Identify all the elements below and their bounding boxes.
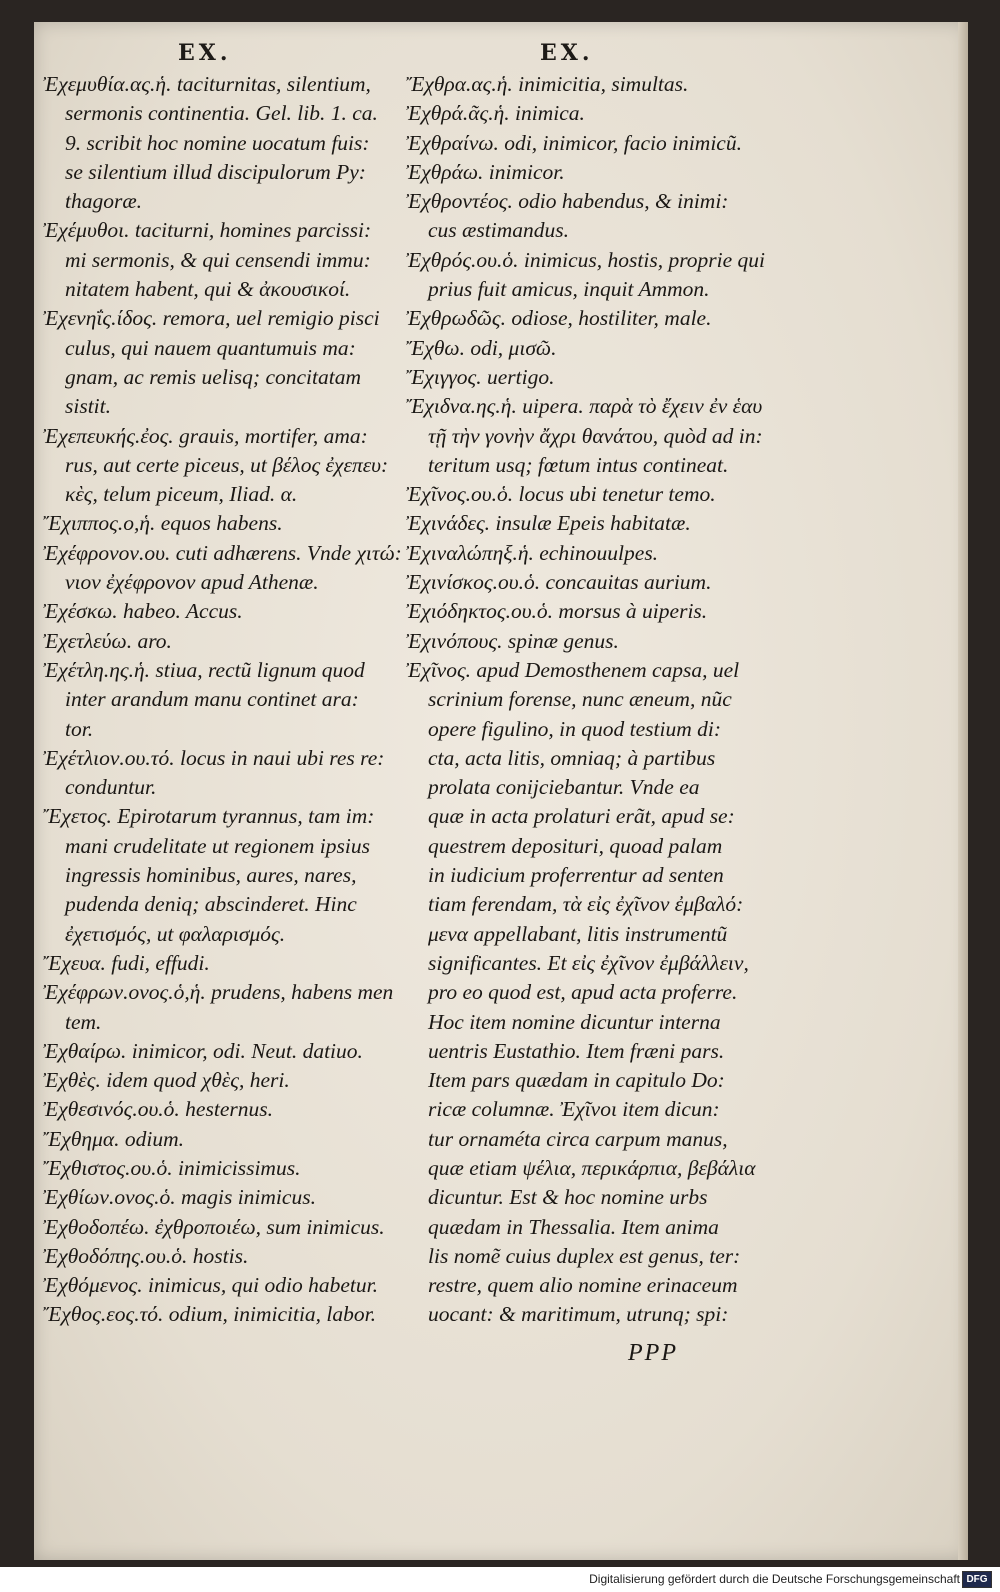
dictionary-entry [43,70,383,216]
entry-line: Ἔχετος. Epirotarum tyrannus, tam im: [43,804,375,829]
entry-line: ricæ columnæ. Ἐχῖνοι item dicun: [428,1097,720,1122]
footer-bar [0,1567,1000,1592]
dictionary-entry [43,422,389,510]
entry-line: Ἐχινάδες. insulæ Epeis habitatæ. [406,511,691,536]
entry-line: Ἐχθόμενος. inimicus, qui odio habetur. [43,1273,378,1298]
entry-line: opere figulino, in quod testium di: [428,716,722,741]
entry-line: conduntur. [65,775,157,800]
entry-line: thagoræ. [65,189,143,214]
entry-line: Ἐχεπευκής.ἐος. grauis, mortifer, ama: [43,423,368,448]
funding-credit: Digitalisierung gefördert durch die Deutsche Forschungsgemeinschaft [589,1572,960,1586]
entry-line: Ἔχθιστος.ου.ὁ. inimicissimus. [43,1155,301,1180]
dictionary-entry [406,70,750,99]
entry-line: Ἐχῖνος. apud Demosthenem capsa, uel [406,657,740,682]
dictionary-entry [43,1037,383,1066]
dictionary-entry [43,1213,383,1242]
entry-line: Ἐχθεσινός.ου.ὁ. hesternus. [43,1097,273,1122]
dictionary-entry [406,99,750,128]
dictionary-entry [43,1125,383,1154]
entry-line: uocant: & maritimum, utrunq; spi: [428,1302,729,1327]
entry-line: questrem deposituri, quoad palam [428,833,723,858]
dictionary-entry [43,1300,383,1329]
signature-mark: PPP [628,1340,678,1366]
running-head-right: EX. [540,40,594,66]
dictionary-entry [43,744,383,803]
entry-line: κὲς, telum piceum, Iliad. α. [65,482,298,507]
page-edge [958,22,968,1560]
running-head-left: EX. [178,40,232,66]
entry-line: Ἐχιόδηκτος.ου.ὁ. morsus à uiperis. [406,599,708,624]
entry-line: pudenda deniq; abscinderet. Hinc [65,892,357,917]
dictionary-entry [406,1066,756,1330]
dictionary-entry [43,949,383,978]
entry-line: Ἐχέμυθοι. taciturni, homines parcissi: [43,218,372,243]
entry-line: Ἔχιππος.ο,ἡ. equos habens. [43,511,283,536]
entry-line: Ἐχεμυθία.ας.ἡ. taciturnitas, silentium, [43,72,371,96]
dictionary-entry [43,1183,383,1212]
entry-line: Ἔχθω. odi, μισῶ. [406,335,557,360]
entry-line: gnam, ac remis uelisq; concitatam [65,364,361,389]
right-column [406,70,766,1330]
entry-line: Ἐχθαίρω. inimicor, odi. Neut. datiuo. [43,1038,363,1063]
dictionary-entry [43,597,383,626]
dictionary-entry [406,1008,750,1067]
entry-line: Ἔχθρα.ας.ἡ. inimicitia, simultas. [406,72,689,96]
entry-line: Ἐχθροντέος. odio habendus, & inimi: [406,189,729,214]
entry-line: Ἐχενηΐς.ίδος. remora, uel remigio pisci [43,306,380,331]
dictionary-entry [43,978,394,1037]
entry-line: Ἐχέφρονον.ου. cuti adhærens. Vnde χιτώ: [43,540,402,565]
dictionary-entry [406,597,750,626]
entry-line: Ἐχινίσκος.ου.ὁ. concauitas aurium. [406,570,712,595]
dictionary-entry [43,539,402,598]
dictionary-entry [43,1154,383,1183]
entry-line: Ἔχευα. fudi, effudi. [43,950,210,975]
entry-line: Ἐχέτλιον.ου.τό. locus in naui ubi res re: [43,745,385,770]
entry-line: Ἔχιδνα.ης.ἡ. uipera. παρὰ τὸ ἔχειν ἐν ἑαυ [406,394,763,419]
entry-line: sistit. [65,394,112,419]
entry-line: νιον ἐχέφρονον apud Athenæ. [65,570,319,595]
entry-line: Ἐχθραίνω. odi, inimicor, facio inimicũ. [406,130,742,155]
dictionary-entry [406,568,750,597]
entry-line: tor. [65,716,94,741]
entry-line: ingressis hominibus, aures, nares, [65,863,357,888]
entry-line: Ἐχέφρων.ονος.ὁ,ἡ. prudens, habens men [43,980,394,1005]
dictionary-entry [43,1066,383,1095]
entry-line: Ἐχέτλη.ης.ἡ. stiua, rectũ lignum quod [43,657,365,682]
entry-line: cus æstimandus. [428,218,569,243]
dictionary-entry [406,158,750,187]
entry-line: Ἐχετλεύω. aro. [43,628,172,653]
dictionary-entry [43,1271,383,1300]
entry-line: Ἔχιγγος. uertigo. [406,364,555,389]
entry-line: tur ornaméta circa carpum manus, [428,1126,728,1151]
entry-line: quædam in Thessalia. Item anima [428,1214,719,1239]
entry-line: Ἔχθημα. odium. [43,1126,185,1151]
entry-line: inter arandum manu continet ara: [65,687,359,712]
dictionary-entry [43,1095,383,1124]
entry-line: nitatem habent, qui & ἀκουσικοί. [65,277,351,302]
dictionary-entry [406,246,766,305]
entry-line: in iudicium proferrentur ad senten [428,863,724,888]
entry-line: Ἐχῖνος.ου.ὁ. locus ubi tenetur temo. [406,482,716,507]
dfg-logo: DFG [962,1571,992,1588]
entry-line: Ἔχθος.εος.τό. odium, inimicitia, labor. [43,1302,377,1327]
entry-line: Ἐχθὲς. idem quod χθὲς, heri. [43,1068,290,1093]
dictionary-entry [406,509,750,538]
dictionary-entry [43,802,383,948]
entry-line: Ἐχθρά.ᾶς.ἡ. inimica. [406,101,585,126]
entry-line: Ἐχινόπους. spinæ genus. [406,628,619,653]
entry-line: mi sermonis, & qui censendi immu: [65,247,371,272]
dictionary-entry [43,216,383,304]
entry-line: Hoc item nomine dicuntur interna [428,1009,721,1034]
dictionary-entry [43,656,383,744]
entry-line: teritum usq; fœtum intus contineat. [428,452,729,477]
left-column [43,70,402,1330]
entry-line: Ἐχιναλώπηξ.ἡ. echinouulpes. [406,540,659,565]
entry-line: dicuntur. Est & hoc nomine urbs [428,1185,708,1210]
dictionary-entry [406,392,763,480]
entry-line: Ἐχθοδοπέω. ἐχθροποιέω, sum inimicus. [43,1214,385,1239]
entry-line: Item pars quædam in capitulo Do: [428,1068,725,1093]
dictionary-entry [43,1242,383,1271]
entry-line: cta, acta litis, omniaq; à partibus [428,745,716,770]
entry-line: restre, quem alio nomine erinaceum [428,1273,738,1298]
entry-line: τῇ τὴν γονὴν ἄχρι θανάτου, quòd ad in: [428,423,763,448]
dictionary-entry [43,627,383,656]
dictionary-entry [406,334,750,363]
dictionary-entry [406,627,750,656]
entry-line: Ἐχθίων.ονος.ὁ. magis inimicus. [43,1185,316,1210]
entry-line: sermonis continentia. Gel. lib. 1. ca. [65,101,378,126]
entry-line: Ἐχέσκω. habeo. Accus. [43,599,243,624]
entry-line: lis nomẽ cuius duplex est genus, ter: [428,1243,741,1268]
entry-line: Ἐχθοδόπης.ου.ὁ. hostis. [43,1243,249,1268]
entry-line: rus, aut certe piceus, ut βέλος ἐχεπευ: [65,452,389,477]
entry-line: tem. [65,1009,102,1034]
entry-line: μενα appellabant, litis instrumentũ [428,921,728,946]
entry-line: prius fuit amicus, inquit Ammon. [428,277,710,302]
entry-line: pro eo quod est, apud acta proferre. [428,980,738,1005]
dictionary-entry [406,187,750,246]
dictionary-entry [406,480,750,509]
dictionary-entry [43,304,383,421]
dictionary-entry [406,304,750,333]
entry-line: 9. scribit hoc nomine uocatum fuis: [65,130,370,155]
entry-line: mani crudelitate ut regionem ipsius [65,833,370,858]
entry-line: uentris Eustathio. Item fræni pars. [428,1038,725,1063]
entry-line: Ἐχθρός.ου.ὁ. inimicus, hostis, proprie qui [406,247,766,272]
entry-line: prolata conijciebantur. Vnde ea [428,775,700,800]
entry-line: se silentium illud discipulorum Py: [65,159,366,184]
entry-line: quæ etiam ψέλια, περικάρπια, βεβάλια [428,1155,756,1180]
dictionary-entry [43,509,383,538]
dictionary-entry [406,656,750,1008]
entry-line: culus, qui nauem quantumuis ma: [65,335,356,360]
entry-line: ἐχετισμός, ut φαλαρισμός. [65,921,286,946]
dictionary-entry [406,539,750,568]
entry-line: tiam ferendam, τὰ εἰς ἐχῖνον ἐμβαλό: [428,892,744,917]
entry-line: quæ in acta prolaturi erãt, apud se: [428,804,735,829]
entry-line: Ἐχθρωδῶς. odiose, hostiliter, male. [406,306,712,331]
dictionary-entry [406,129,750,158]
entry-line: significantes. Et εἰς ἐχῖνον ἐμβάλλειν, [428,950,749,975]
dictionary-entry [406,363,750,392]
entry-line: Ἐχθράω. inimicor. [406,159,565,184]
entry-line: scrinium forense, nunc æneum, nũc [428,687,732,712]
